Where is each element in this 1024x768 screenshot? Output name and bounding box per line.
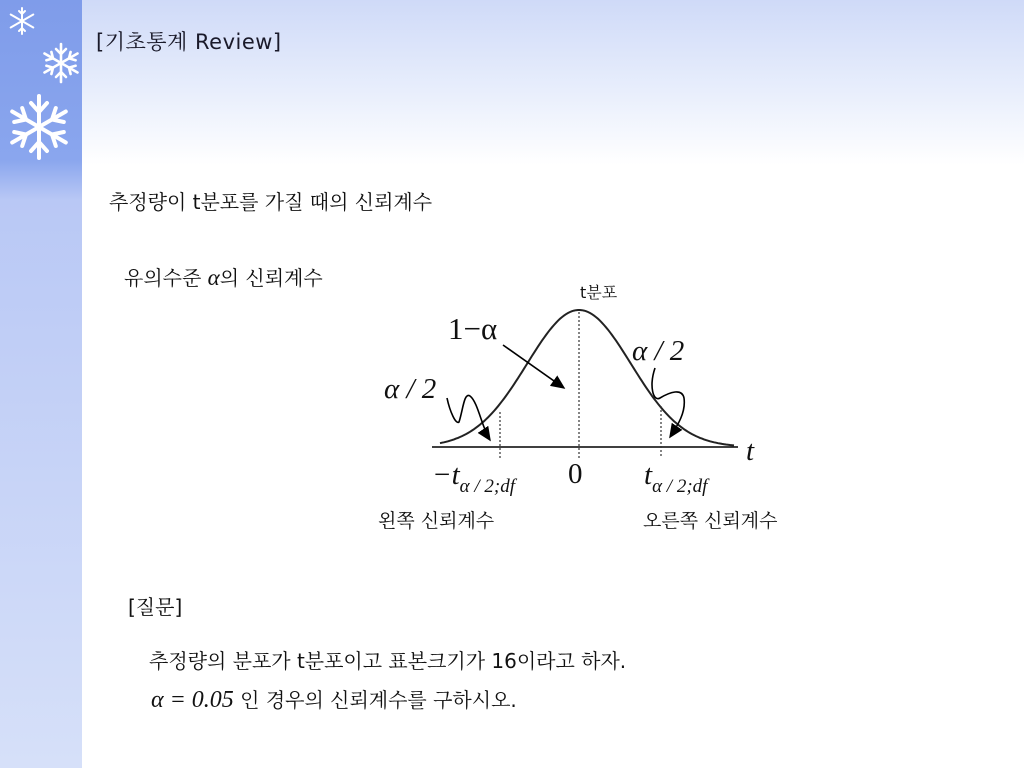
- left-critical-main: −t: [432, 459, 460, 491]
- zero-label: 0: [568, 458, 583, 490]
- right-critical-main: t: [644, 459, 653, 491]
- right-critical-label: [644, 459, 710, 497]
- left-critical-label: [432, 459, 518, 497]
- alpha-symbol: α: [207, 265, 220, 290]
- question-line-2-text: 인 경우의 신뢰계수를 구하시오.: [233, 688, 517, 712]
- right-tail-label: α / 2: [632, 335, 685, 367]
- center-area-label: 1−α: [448, 311, 498, 346]
- question-label: [질문]: [128, 595, 183, 619]
- axis-label: t: [746, 435, 755, 467]
- left-critical-sub: α / 2;df: [459, 476, 515, 497]
- section-heading: 추정량이 t분포를 가질 때의 신뢰계수: [109, 190, 433, 214]
- right-critical-sub: α / 2;df: [652, 476, 708, 497]
- curve-label: t분포: [580, 283, 618, 302]
- center-arrow: [503, 345, 564, 388]
- left-tail-label: α / 2: [384, 373, 437, 405]
- question-line-1: 추정량의 분포가 t분포이고 표본크기가 16이라고 하자.: [149, 649, 627, 673]
- significance-prefix: 유의수준: [124, 266, 208, 290]
- slide-title: [기초통계 Review]: [96, 30, 282, 54]
- question-line-2: [151, 684, 517, 714]
- significance-suffix: 의 신뢰계수: [219, 266, 323, 290]
- left-caption: 왼쪽 신뢰계수: [378, 510, 495, 532]
- right-caption: 오른쪽 신뢰계수: [643, 510, 778, 532]
- alpha-equation: α = 0.05: [151, 687, 234, 713]
